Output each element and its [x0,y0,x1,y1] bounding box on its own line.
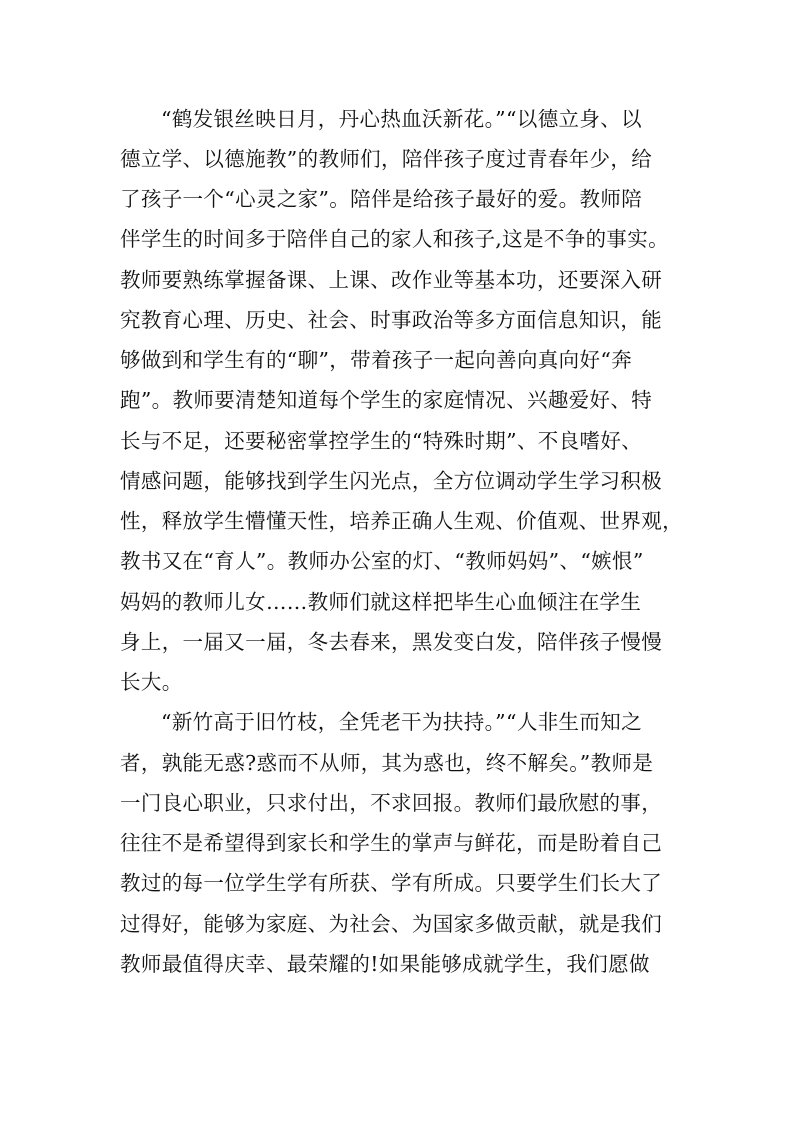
paragraph-2-line-5: 教过的每一位学生学有所获、学有所成。只要学生们长大了 [120,871,663,895]
paragraph-2-line-6: 过得好，能够为家庭、为社会、为国家多做贡献，就是我们 [120,912,663,936]
paragraph-1-line-9: 长与不足，还要秘密掌控学生的“特殊时期”、不良嗜好、 [120,429,643,453]
paragraph-2-line-4: 往往不是希望得到家长和学生的掌声与鲜花，而是盼着自己 [120,831,663,855]
paragraph-2-line-1: “新竹高于旧竹枝，全凭老干为扶持。”“人非生而知之 [161,710,642,734]
paragraph-1-line-5: 教师要熟练掌握备课、上课、改作业等基本功，还要深入研 [120,268,663,292]
paragraph-1-line-13: 妈妈的教师儿女……教师们就这样把毕生心血倾注在学生 [120,590,642,614]
paragraph-1-line-10: 情感问题，能够找到学生闪光点，全方位调动学生学习积极 [120,469,663,493]
paragraph-1-line-12: 教书又在“育人”。教师办公室的灯、“教师妈妈”、“嫉恨” [120,549,644,573]
paragraph-2-line-3: 一门良心职业，只求付出，不求回报。教师们最欣慰的事， [120,791,663,815]
paragraph-2-line-7: 教师最值得庆幸、最荣耀的!如果能够成就学生，我们愿做 [120,952,650,976]
paragraph-1-line-6: 究教育心理、历史、社会、时事政治等多方面信息知识，能 [120,308,663,332]
paragraph-1-line-3: 了孩子一个“心灵之家”。陪伴是给孩子最好的爱。教师陪 [120,187,643,211]
paragraph-1-line-4: 伴学生的时间多于陪伴自己的家人和孩子,这是不争的事实。 [120,227,669,251]
paragraph-1-line-1: “鹤发银丝映日月，丹心热血沃新花。”“以德立身、以 [161,107,642,131]
paragraph-1-line-7: 够做到和学生有的“聊”，带着孩子一起向善向真向好“奔 [120,348,633,372]
paragraph-1-line-11: 性，释放学生懵懂天性，培养正确人生观、价值观、世界观， [120,509,683,533]
paragraph-1-line-8: 跑”。教师要清楚知道每个学生的家庭情况、兴趣爱好、特 [120,388,653,412]
paragraph-1-line-2: 德立学、以德施教”的教师们，陪伴孩子度过青春年少，给 [120,147,653,171]
paragraph-1-line-15: 长大。 [120,670,183,694]
paragraph-1-line-14: 身上，一届又一届，冬去春来，黑发变白发，陪伴孩子慢慢 [120,630,663,654]
paragraph-2-line-2: 者，孰能无惑?惑而不从师，其为惑也，终不解矣。”教师是 [120,751,654,775]
